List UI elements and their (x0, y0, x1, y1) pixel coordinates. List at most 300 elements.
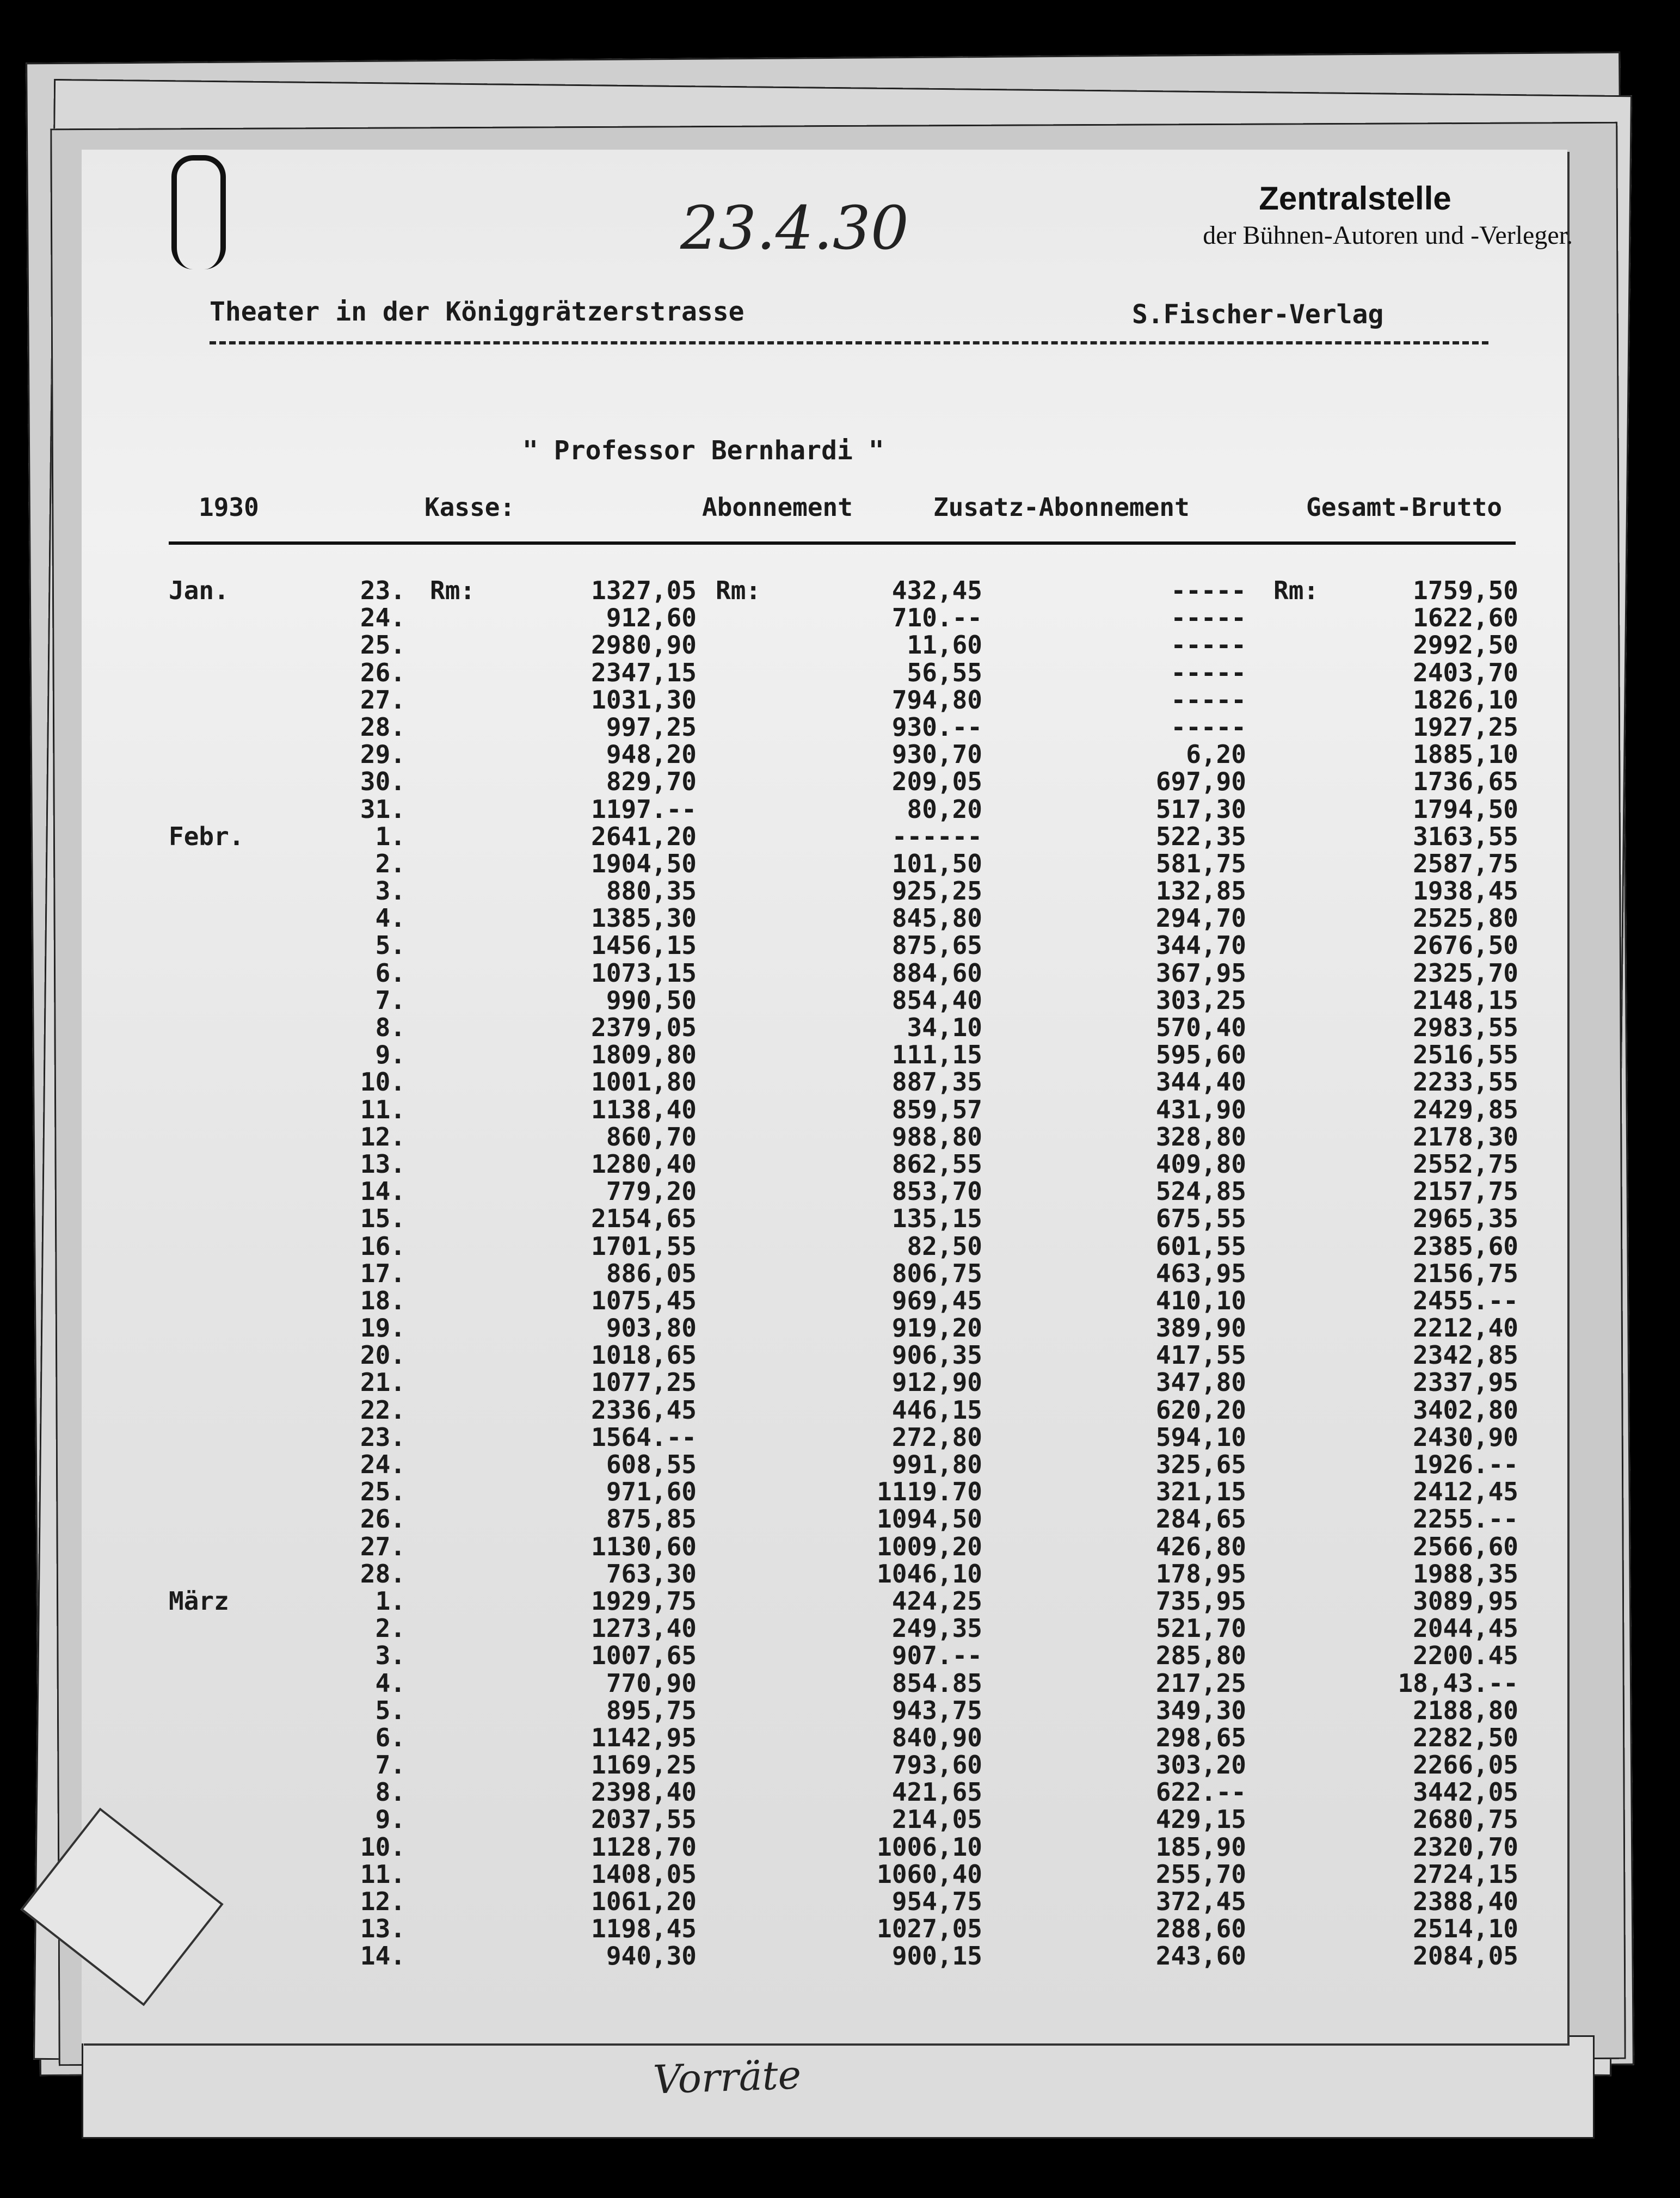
row-day: 31. (360, 794, 405, 824)
row-gesamt: 2233,55 (1413, 1067, 1518, 1097)
row-abonnement: 1006,10 (877, 1832, 982, 1862)
row-abonnement: 806,75 (891, 1258, 982, 1288)
row-kasse: 990,50 (606, 985, 697, 1015)
row-abonnement: 446,15 (891, 1395, 982, 1425)
table-row (82, 1150, 1567, 1178)
row-kasse: 829,70 (606, 767, 697, 797)
table-row (82, 1615, 1567, 1642)
row-kasse: 886,05 (606, 1258, 697, 1288)
table-row (82, 1751, 1567, 1778)
handwritten-note: Vorräte (652, 2052, 802, 2103)
row-zusatz: 344,40 (1155, 1067, 1246, 1097)
row-gesamt: 2385,60 (1413, 1231, 1518, 1261)
row-kasse: 1408,05 (591, 1859, 697, 1889)
table-row (82, 1942, 1567, 1969)
row-gesamt: 2320,70 (1413, 1832, 1518, 1862)
column-header-zusatz: Zusatz-Abonnement (933, 492, 1190, 522)
table-row (82, 1123, 1567, 1150)
row-kasse: 1273,40 (591, 1614, 697, 1643)
row-zusatz: 417,55 (1155, 1340, 1246, 1370)
row-zusatz: ----- (1171, 685, 1246, 715)
row-kasse: 971,60 (606, 1477, 697, 1507)
row-day: 19. (360, 1313, 405, 1343)
row-kasse: 1018,65 (591, 1340, 697, 1370)
row-abonnement: 1046,10 (877, 1559, 982, 1589)
row-kasse: 763,30 (606, 1559, 697, 1589)
publisher-name: S.Fischer-Verlag (1132, 299, 1384, 330)
row-kasse: 1701,55 (591, 1231, 697, 1261)
table-row (82, 1451, 1567, 1478)
row-kasse: 1809,80 (591, 1040, 697, 1070)
row-abonnement: 1027,05 (877, 1914, 982, 1944)
row-kasse: 875,85 (606, 1504, 697, 1534)
row-gesamt: 2566,60 (1413, 1531, 1518, 1561)
row-gesamt: 1885,10 (1413, 740, 1518, 769)
row-gesamt: 2403,70 (1413, 657, 1518, 687)
handwritten-date: 23.4.30 (680, 193, 909, 263)
row-gesamt: 2992,50 (1413, 630, 1518, 660)
row-day: 13. (360, 1149, 405, 1179)
row-gesamt: 2983,55 (1413, 1013, 1518, 1042)
row-kasse: 2037,55 (591, 1805, 697, 1834)
row-zusatz: 132,85 (1155, 876, 1246, 906)
row-abonnement: 969,45 (891, 1285, 982, 1315)
row-abonnement: 1009,20 (877, 1531, 982, 1561)
org-title: Zentralstelle (1259, 180, 1451, 217)
row-zusatz: ----- (1171, 657, 1246, 687)
row-day: 29. (360, 740, 405, 769)
row-kasse: 1061,20 (591, 1887, 697, 1916)
row-kasse: 895,75 (606, 1695, 697, 1725)
table-row (82, 1478, 1567, 1505)
row-day: 7. (375, 1750, 405, 1780)
row-day: 22. (360, 1395, 405, 1425)
row-abonnement: 900,15 (891, 1941, 982, 1971)
row-abonnement: 209,05 (891, 767, 982, 797)
table-row (82, 1287, 1567, 1314)
row-abonnement: 875,65 (891, 931, 982, 961)
row-kasse: 997,25 (606, 712, 697, 742)
row-zusatz: 620,20 (1155, 1395, 1246, 1425)
row-day: 5. (375, 931, 405, 961)
row-day: 6. (375, 1722, 405, 1752)
row-gesamt: 1826,10 (1413, 685, 1518, 715)
row-day: 1. (375, 1586, 405, 1616)
row-kasse: 1280,40 (591, 1149, 697, 1179)
row-kasse: 770,90 (606, 1668, 697, 1698)
table-row (82, 1697, 1567, 1724)
row-zusatz: 178,95 (1155, 1559, 1246, 1589)
table-row (82, 1014, 1567, 1041)
paper-clip (171, 155, 226, 269)
row-gesamt: 2084,05 (1413, 1941, 1518, 1971)
row-abonnement: 214,05 (891, 1805, 982, 1834)
row-day: 11. (360, 1094, 405, 1124)
row-zusatz: 217,25 (1155, 1668, 1246, 1698)
row-zusatz: 285,80 (1155, 1641, 1246, 1671)
row-abonnement: 907.-- (891, 1641, 982, 1671)
row-gesamt: 3402,80 (1413, 1395, 1518, 1425)
header-rule (169, 541, 1516, 545)
row-kasse: 1031,30 (591, 685, 697, 715)
currency-label: Rm: (1273, 576, 1319, 605)
row-gesamt: 1736,65 (1413, 767, 1518, 797)
row-kasse: 1198,45 (591, 1914, 697, 1944)
row-gesamt: 2342,85 (1413, 1340, 1518, 1370)
row-zusatz: 255,70 (1155, 1859, 1246, 1889)
row-day: 14. (360, 1941, 405, 1971)
table-row (82, 1806, 1567, 1833)
row-gesamt: 2587,75 (1413, 848, 1518, 878)
row-day: 10. (360, 1067, 405, 1097)
row-day: 24. (360, 1450, 405, 1479)
table-row (82, 823, 1567, 850)
row-gesamt: 2325,70 (1413, 958, 1518, 988)
row-abonnement: 272,80 (891, 1422, 982, 1452)
dashed-divider (210, 341, 1488, 344)
row-gesamt: 2514,10 (1413, 1914, 1518, 1944)
row-day: 14. (360, 1177, 405, 1206)
row-day: 24. (360, 603, 405, 633)
row-zusatz: 524,85 (1155, 1177, 1246, 1206)
row-day: 8. (375, 1777, 405, 1807)
row-kasse: 779,20 (606, 1177, 697, 1206)
row-gesamt: 1794,50 (1413, 794, 1518, 824)
row-gesamt: 2200.45 (1413, 1641, 1518, 1671)
row-gesamt: 18,43.-- (1398, 1668, 1518, 1698)
row-zusatz: 344,70 (1155, 931, 1246, 961)
row-gesamt: 2188,80 (1413, 1695, 1518, 1725)
row-gesamt: 2412,45 (1413, 1477, 1518, 1507)
row-gesamt: 2178,30 (1413, 1122, 1518, 1152)
row-zusatz: 463,95 (1155, 1258, 1246, 1288)
row-abonnement: 991,80 (891, 1450, 982, 1479)
row-zusatz: 595,60 (1155, 1040, 1246, 1070)
table-row (82, 1861, 1567, 1888)
row-gesamt: 2266,05 (1413, 1750, 1518, 1780)
column-header-kasse: Kasse: (424, 492, 515, 522)
table-row (82, 1260, 1567, 1287)
row-day: 26. (360, 1504, 405, 1534)
row-gesamt: 2676,50 (1413, 931, 1518, 961)
row-gesamt: 2429,85 (1413, 1094, 1518, 1124)
row-zusatz: 426,80 (1155, 1531, 1246, 1561)
row-zusatz: 601,55 (1155, 1231, 1246, 1261)
row-kasse: 2398,40 (591, 1777, 697, 1807)
row-day: 30. (360, 767, 405, 797)
row-gesamt: 1759,50 (1413, 576, 1518, 605)
row-abonnement: 862,55 (891, 1149, 982, 1179)
row-abonnement: ------ (891, 821, 982, 851)
row-day: 17. (360, 1258, 405, 1288)
row-abonnement: 249,35 (891, 1614, 982, 1643)
row-day: 8. (375, 1013, 405, 1042)
row-zusatz: 325,65 (1155, 1450, 1246, 1479)
row-abonnement: 710.-- (891, 603, 982, 633)
row-kasse: 2641,20 (591, 821, 697, 851)
row-kasse: 948,20 (606, 740, 697, 769)
row-day: 13. (360, 1914, 405, 1944)
row-kasse: 903,80 (606, 1313, 697, 1343)
table-row (82, 1642, 1567, 1669)
row-gesamt: 1988,35 (1413, 1559, 1518, 1589)
row-gesamt: 2212,40 (1413, 1313, 1518, 1343)
table-row (82, 1205, 1567, 1232)
row-abonnement: 906,35 (891, 1340, 982, 1370)
row-kasse: 1197.-- (591, 794, 697, 824)
row-abonnement: 1119.70 (877, 1477, 982, 1507)
row-day: 9. (375, 1805, 405, 1834)
row-kasse: 1327,05 (591, 576, 697, 605)
row-kasse: 1142,95 (591, 1722, 697, 1752)
row-abonnement: 794,80 (891, 685, 982, 715)
row-zusatz: 389,90 (1155, 1313, 1246, 1343)
row-gesamt: 2388,40 (1413, 1887, 1518, 1916)
row-abonnement: 854.85 (891, 1668, 982, 1698)
row-zusatz: 431,90 (1155, 1094, 1246, 1124)
row-abonnement: 912,90 (891, 1368, 982, 1397)
row-zusatz: 517,30 (1155, 794, 1246, 824)
row-day: 1. (375, 821, 405, 851)
table-row (82, 1369, 1567, 1396)
table-row (82, 877, 1567, 904)
row-day: 9. (375, 1040, 405, 1070)
table-row (82, 1424, 1567, 1451)
row-zusatz: 288,60 (1155, 1914, 1246, 1944)
row-abonnement: 82,50 (907, 1231, 982, 1261)
row-zusatz: 303,20 (1155, 1750, 1246, 1780)
table-row (82, 959, 1567, 987)
table-row (82, 850, 1567, 877)
row-kasse: 1138,40 (591, 1094, 697, 1124)
row-zusatz: 321,15 (1155, 1477, 1246, 1507)
row-zusatz: 581,75 (1155, 848, 1246, 878)
table-row (82, 904, 1567, 932)
currency-label: Rm: (430, 576, 476, 605)
row-gesamt: 2044,45 (1413, 1614, 1518, 1643)
table-row (82, 1724, 1567, 1751)
row-abonnement: 930,70 (891, 740, 982, 769)
table-row (82, 1778, 1567, 1806)
row-kasse: 2347,15 (591, 657, 697, 687)
row-day: 4. (375, 903, 405, 933)
row-gesamt: 2156,75 (1413, 1258, 1518, 1288)
row-zusatz: 735,95 (1155, 1586, 1246, 1616)
table-row (82, 1396, 1567, 1424)
table-row (82, 1068, 1567, 1095)
row-abonnement: 887,35 (891, 1067, 982, 1097)
play-title: " Professor Bernhardi " (522, 435, 884, 466)
row-day: 15. (360, 1204, 405, 1234)
row-zusatz: 328,80 (1155, 1122, 1246, 1152)
row-kasse: 1001,80 (591, 1067, 697, 1097)
row-kasse: 1007,65 (591, 1641, 697, 1671)
row-zusatz: 6,20 (1186, 740, 1246, 769)
row-zusatz: 410,10 (1155, 1285, 1246, 1315)
row-zusatz: ----- (1171, 712, 1246, 742)
row-gesamt: 2282,50 (1413, 1722, 1518, 1752)
row-zusatz: 185,90 (1155, 1832, 1246, 1862)
row-zusatz: 429,15 (1155, 1805, 1246, 1834)
row-abonnement: 943,75 (891, 1695, 982, 1725)
row-kasse: 1169,25 (591, 1750, 697, 1780)
row-abonnement: 135,15 (891, 1204, 982, 1234)
row-day: 27. (360, 685, 405, 715)
table-row (82, 1341, 1567, 1369)
row-day: 28. (360, 712, 405, 742)
row-zusatz: 284,65 (1155, 1504, 1246, 1534)
row-abonnement: 930.-- (891, 712, 982, 742)
row-day: 3. (375, 876, 405, 906)
row-zusatz: 349,30 (1155, 1695, 1246, 1725)
row-kasse: 1128,70 (591, 1832, 697, 1862)
row-gesamt: 2255.-- (1413, 1504, 1518, 1534)
row-gesamt: 2337,95 (1413, 1368, 1518, 1397)
row-kasse: 940,30 (606, 1941, 697, 1971)
table-row (82, 932, 1567, 959)
row-abonnement: 111,15 (891, 1040, 982, 1070)
row-gesamt: 2525,80 (1413, 903, 1518, 933)
table-row (82, 577, 1567, 604)
row-gesamt: 2680,75 (1413, 1805, 1518, 1834)
table-row (82, 1505, 1567, 1532)
row-kasse: 1929,75 (591, 1586, 697, 1616)
table-row (82, 1888, 1567, 1915)
row-day: 28. (360, 1559, 405, 1589)
row-abonnement: 854,40 (891, 985, 982, 1015)
row-day: 25. (360, 630, 405, 660)
row-kasse: 608,55 (606, 1450, 697, 1479)
row-zusatz: ----- (1171, 630, 1246, 660)
row-month: Jan. (169, 576, 229, 605)
row-kasse: 1564.-- (591, 1422, 697, 1452)
row-day: 3. (375, 1641, 405, 1671)
row-zusatz: 570,40 (1155, 1013, 1246, 1042)
row-gesamt: 1622,60 (1413, 603, 1518, 633)
row-kasse: 880,35 (606, 876, 697, 906)
row-kasse: 2379,05 (591, 1013, 697, 1042)
row-month: März (169, 1586, 229, 1616)
row-abonnement: 925,25 (891, 876, 982, 906)
row-gesamt: 2157,75 (1413, 1177, 1518, 1206)
row-abonnement: 101,50 (891, 848, 982, 878)
row-kasse: 1904,50 (591, 848, 697, 878)
row-kasse: 1073,15 (591, 958, 697, 988)
row-day: 21. (360, 1368, 405, 1397)
table-row (82, 1533, 1567, 1560)
row-abonnement: 845,80 (891, 903, 982, 933)
row-day: 2. (375, 1614, 405, 1643)
row-day: 16. (360, 1231, 405, 1261)
row-abonnement: 424,25 (891, 1586, 982, 1616)
row-day: 2. (375, 848, 405, 878)
row-gesamt: 1926.-- (1413, 1450, 1518, 1479)
table-row (82, 768, 1567, 795)
row-abonnement: 432,45 (891, 576, 982, 605)
row-gesamt: 2552,75 (1413, 1149, 1518, 1179)
row-day: 5. (375, 1695, 405, 1725)
row-gesamt: 3442,05 (1413, 1777, 1518, 1807)
row-abonnement: 793,60 (891, 1750, 982, 1780)
row-day: 7. (375, 985, 405, 1015)
row-zusatz: 347,80 (1155, 1368, 1246, 1397)
row-zusatz: 697,90 (1155, 767, 1246, 797)
row-gesamt: 2148,15 (1413, 985, 1518, 1015)
row-zusatz: 303,25 (1155, 985, 1246, 1015)
row-day: 4. (375, 1668, 405, 1698)
row-kasse: 1456,15 (591, 931, 697, 961)
row-kasse: 2154,65 (591, 1204, 697, 1234)
table-row (82, 1233, 1567, 1260)
row-kasse: 2980,90 (591, 630, 697, 660)
row-zusatz: 298,65 (1155, 1722, 1246, 1752)
theater-name: Theater in der Königgrätzerstrasse (210, 297, 744, 327)
ledger-rows (82, 577, 1567, 1970)
row-kasse: 860,70 (606, 1122, 697, 1152)
row-zusatz: 243,60 (1155, 1941, 1246, 1971)
row-kasse: 912,60 (606, 603, 697, 633)
row-gesamt: 1927,25 (1413, 712, 1518, 742)
table-row (82, 659, 1567, 686)
row-zusatz: 522,35 (1155, 821, 1246, 851)
row-abonnement: 859,57 (891, 1094, 982, 1124)
row-zusatz: 622.-- (1155, 1777, 1246, 1807)
table-row (82, 631, 1567, 658)
row-abonnement: 80,20 (907, 794, 982, 824)
row-kasse: 1385,30 (591, 903, 697, 933)
row-day: 25. (360, 1477, 405, 1507)
row-abonnement: 11,60 (907, 630, 982, 660)
row-abonnement: 954,75 (891, 1887, 982, 1916)
column-header-gesamt: Gesamt-Brutto (1306, 492, 1503, 522)
row-abonnement: 56,55 (907, 657, 982, 687)
table-row (82, 1314, 1567, 1341)
row-abonnement: 884,60 (891, 958, 982, 988)
table-row (82, 686, 1567, 713)
row-abonnement: 1060,40 (877, 1859, 982, 1889)
table-row (82, 796, 1567, 823)
row-kasse: 2336,45 (591, 1395, 697, 1425)
org-subtitle: der Bühnen-Autoren und -Verleger. (1203, 221, 1573, 250)
table-row (82, 1041, 1567, 1068)
row-abonnement: 988,80 (891, 1122, 982, 1152)
row-day: 23. (360, 576, 405, 605)
table-row (82, 713, 1567, 741)
table-row (82, 1915, 1567, 1942)
table-row (82, 741, 1567, 768)
row-kasse: 1075,45 (591, 1285, 697, 1315)
row-gesamt: 2430,90 (1413, 1422, 1518, 1452)
row-zusatz: ----- (1171, 603, 1246, 633)
row-zusatz: 409,80 (1155, 1149, 1246, 1179)
row-abonnement: 840,90 (891, 1722, 982, 1752)
column-header-abonnement: Abonnement (702, 492, 853, 522)
row-day: 10. (360, 1832, 405, 1862)
row-zusatz: 521,70 (1155, 1614, 1246, 1643)
row-gesamt: 2516,55 (1413, 1040, 1518, 1070)
row-day: 12. (360, 1887, 405, 1916)
row-day: 6. (375, 958, 405, 988)
row-abonnement: 919,20 (891, 1313, 982, 1343)
table-row (82, 1833, 1567, 1861)
table-row (82, 1587, 1567, 1615)
row-day: 18. (360, 1285, 405, 1315)
row-day: 11. (360, 1859, 405, 1889)
bottom-sheet (82, 2035, 1595, 2139)
table-row (82, 604, 1567, 631)
row-kasse: 1130,60 (591, 1531, 697, 1561)
row-kasse: 1077,25 (591, 1368, 697, 1397)
